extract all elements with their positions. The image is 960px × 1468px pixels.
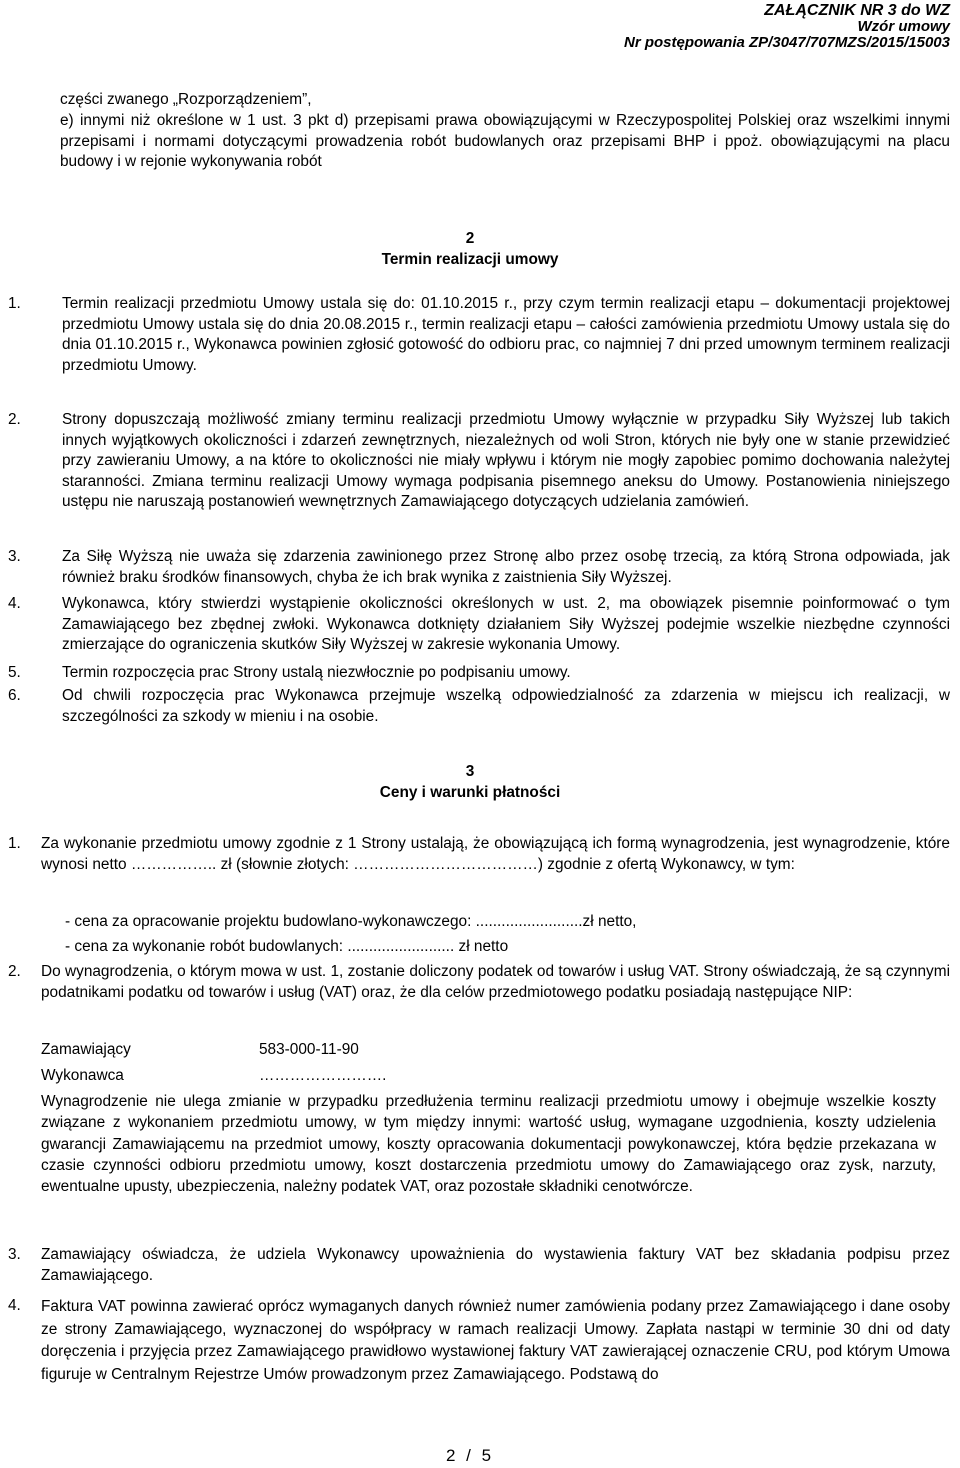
- nip-row-contractor: [41, 1066, 386, 1087]
- item-number: 1.: [8, 835, 21, 852]
- s3-item-2: [8, 962, 950, 1003]
- price-design-line: - cena za opracowanie projektu budowlano-wykonawczego: .........................zł netto,: [65, 913, 637, 930]
- section-2-number: 2: [465, 230, 475, 247]
- nip-row-contracting: [41, 1040, 359, 1061]
- item-text: Wykonawca, który stwierdzi wystąpienie okoliczności określonych w ust. 2, ma obowiązek pisemnie poinformować o tym Zamawiającego bez zbędnej zwłoki. Wykonawca dotknięty działaniem Siły Wyższej podejmie wszelkie niezbędne czynności zmierzające do ograniczenia skutków Siły Wyższej w zakresie wykonania Umowy.: [62, 595, 950, 653]
- price-works-line: - cena za wykonanie robót budowlanych: ......................... zł netto: [65, 938, 509, 955]
- nip-label: Wykonawca: [41, 1067, 124, 1084]
- nip-label: Zamawiający: [41, 1041, 131, 1058]
- page-number: 2 / 5: [445, 1446, 495, 1465]
- item-number: 3.: [8, 548, 21, 565]
- item-text: Za Siłę Wyższą nie uważa się zdarzenia zawinionego przez Stronę albo przez osobę trzecią, za którą Strona odpowiada, jak również braku środków finansowych, chyba że ich brak wynika z zaistnienia Siły Wyższej.: [62, 548, 950, 586]
- item-number: 3.: [8, 1246, 21, 1263]
- paragraph-point-e: e) innymi niż określone w 1 ust. 3 pkt d) przepisami prawa obowiązującymi w Rzeczypospolitej Polskiej oraz wszelkimi innymi przepisami i normami dotyczącymi prowadzenia robót budowlanych oraz przepisami BHP i ppoż. obowiązującymi na placu budowy i w rejonie wykonywania robót: [60, 112, 950, 170]
- nip-value: 583-000-11-90: [259, 1041, 359, 1058]
- attachment-label: ZAŁĄCZNIK NR 3 do WZ: [764, 2, 950, 19]
- remuneration-paragraph: Wynagrodzenie nie ulega zmianie w przypadku przedłużenia terminu realizacji przedmiotu umowy i obejmuje wszelkie koszty związane z wykonaniem przedmiotu umowy, w tym między innymi: wartość usług, wymagane uzgodnienia, koszty udzielenia gwarancji Zamawiającemu na przedmiot umowy, koszty opracowania dokumentacji powykonawczej, która będzie przekazana w czasie czynności odbioru przedmiotu umowy, koszt dostarczenia przedmiotu umowy do Zamawiającego oraz zysk, narzuty, ewentualne upusty, ubezpieczenia, należny podatek VAT, oraz pozostałe składniki cenotwórcze.: [41, 1093, 936, 1196]
- section-3-number: 3: [465, 763, 475, 780]
- item-number: 4.: [8, 595, 21, 612]
- document-header: [624, 3, 950, 51]
- procedure-number: Nr postępowania ZP/3047/707MZS/2015/15003: [624, 34, 950, 51]
- item-text: Termin rozpoczęcia prac Strony ustalą niezwłocznie po podpisaniu umowy.: [62, 664, 571, 681]
- item-text: Do wynagrodzenia, o którym mowa w ust. 1, zostanie doliczony podatek od towarów i usług VAT. Strony oświadczają, że są czynnymi podatnikami podatku od towarów i usług (VAT) oraz, że dla celów przedmiotowego podatku posiadają następujące NIP:: [41, 963, 950, 1001]
- item-number: 1.: [8, 295, 21, 312]
- s2-item-5: [8, 663, 950, 684]
- item-text: Za wykonanie przedmiotu umowy zgodnie z 1 Strony ustalają, że obowiązującą ich formą wynagrodzenia, jest wynagrodzenie, które wynosi netto …………….. zł (słownie złotych: ………………………………) zgodnie z ofertą Wykonawcy, w tym:: [41, 835, 950, 873]
- nip-value: …………………….: [259, 1067, 387, 1084]
- item-text: Strony dopuszczają możliwość zmiany terminu realizacji przedmiotu Umowy wyłącznie w przypadku Siły Wyższej lub takich innych wyjątkowych okoliczności i zdarzeń zewnętrznych, niezależnych od woli Stron, których nie były one w stanie przewidzieć przy zawieraniu Umowy, a na które to okoliczności nie miały wpływu i którym nie mogły zapobiec pomimo dochowania należytej staranności. Zmiana terminu realizacji Umowy wymaga podpisania pisemnego aneksu do Umowy. Postanowienia niniejszego ustępu nie naruszają postanowień wewnętrznych Zamawiającego dotyczących udzielania zamówień.: [62, 411, 950, 510]
- section-3-title: Ceny i warunki płatności: [379, 783, 561, 801]
- s2-item-1: [8, 294, 950, 376]
- s3-item-3: [8, 1245, 950, 1286]
- item-number: 2.: [8, 963, 21, 980]
- item-text: Od chwili rozpoczęcia prac Wykonawca przejmuje wszelką odpowiedzialność za zdarzenia w miejscu ich realizacji, w szczególności za szkody w mieniu i na osobie.: [62, 687, 950, 725]
- s3-item-1: [8, 834, 950, 875]
- item-number: 2.: [8, 411, 21, 428]
- s2-item-6: [8, 686, 950, 727]
- item-number: 6.: [8, 687, 21, 704]
- item-text: Termin realizacji przedmiotu Umowy ustala się do: 01.10.2015 r., przy czym termin realizacji etapu – dokumentacji projektowej przedmiotu Umowy ustala się do dnia 20.08.2015 r., termin realizacji etapu – całości zamówienia przedmiotu Umowy ustala się do dnia 01.10.2015 r., Wykonawca powinien zgłosić gotowość do odbioru prac, co najmniej 7 dni przed umownym terminem realizacji przedmiotu Umowy.: [62, 295, 950, 374]
- item-number: 4.: [8, 1297, 21, 1314]
- item-number: 5.: [8, 664, 21, 681]
- item-text: Faktura VAT powinna zawierać oprócz wymaganych danych również numer zamówienia podany przez Zamawiającego i dane osoby ze strony Zamawiającego, wyznaczonej do współpracy w ramach realizacji Umowy. Zapłata nastąpi w terminie 30 dni od daty doręczenia i przyjęcia przez Zamawiającego prawidłowo wystawionej faktury VAT zawierającej oznaczenie CRU, pod którym Umowa figuruje w Centralnym Rejestrze Umów prowadzonym przez Zamawiającego. Podstawą do: [41, 1298, 950, 1383]
- s3-item-4: [8, 1296, 950, 1386]
- section-3-heading: [0, 762, 940, 803]
- s2-item-2: [8, 410, 950, 513]
- template-label: Wzór umowy: [857, 18, 950, 35]
- s2-item-3: [8, 547, 950, 588]
- item-text: Zamawiający oświadcza, że udziela Wykonawcy upoważnienia do wystawienia faktury VAT bez składania podpisu przez Zamawiającego.: [41, 1246, 950, 1284]
- section-2-title: Termin realizacji umowy: [381, 250, 559, 268]
- section-2-heading: [0, 229, 940, 270]
- s2-item-4: [8, 594, 950, 656]
- paragraph-continuation: części zwanego „Rozporządzeniem”,: [60, 91, 312, 108]
